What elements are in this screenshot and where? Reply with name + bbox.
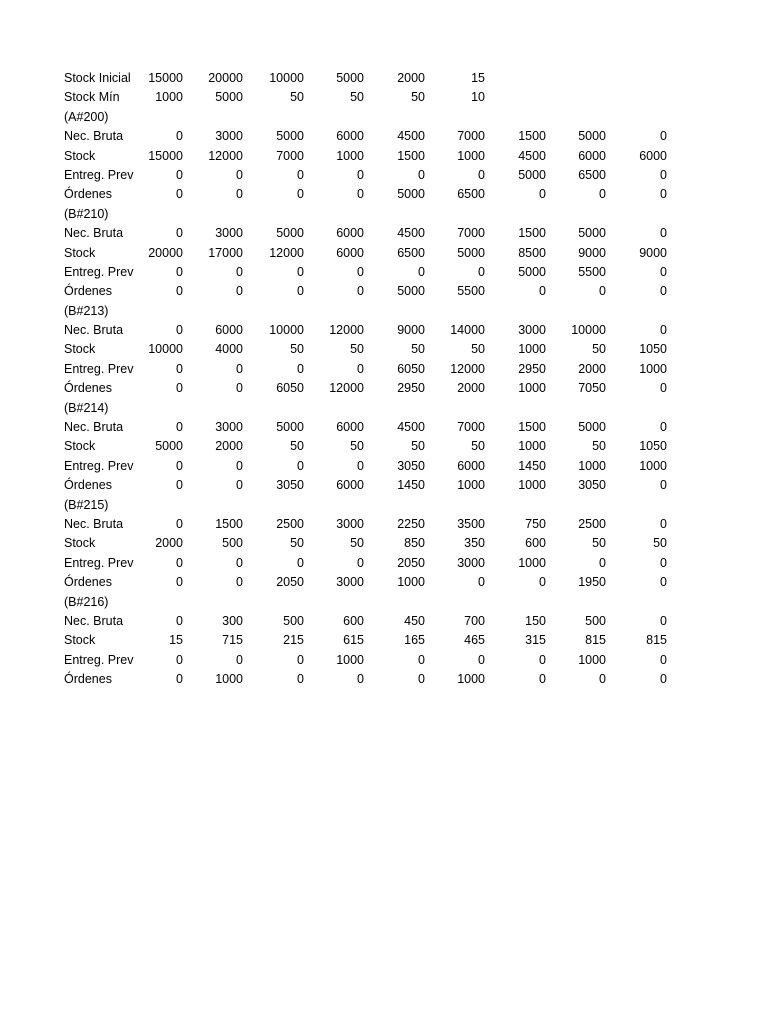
table-cell[interactable]: 1000 (215, 672, 243, 687)
table-cell[interactable]: 0 (357, 361, 364, 376)
table-cell[interactable]: 5000 (336, 71, 364, 85)
table-cell[interactable]: 4500 (397, 129, 425, 144)
table-cell[interactable]: 5000 (457, 245, 485, 260)
table-cell[interactable]: 1000 (155, 90, 183, 105)
row-label[interactable]: Stock Mín (64, 90, 120, 105)
table-cell[interactable]: 2000 (578, 361, 606, 376)
table-cell[interactable]: 615 (343, 633, 364, 648)
table-cell[interactable]: 7000 (457, 226, 485, 241)
table-cell[interactable]: 0 (660, 264, 667, 279)
table-row (64, 437, 670, 456)
row-label[interactable]: Stock (64, 148, 96, 163)
table-cell[interactable]: 50 (653, 536, 667, 551)
table-cell[interactable]: 1050 (639, 439, 667, 454)
table-row (64, 263, 670, 282)
row-label[interactable]: Stock (64, 536, 96, 551)
table-row (64, 399, 670, 418)
table-row (64, 554, 670, 573)
row-label[interactable]: Stock (64, 245, 96, 260)
table-cell[interactable]: 6050 (397, 361, 425, 376)
table-cell[interactable]: 6000 (639, 148, 667, 163)
table-cell[interactable]: 7000 (457, 420, 485, 435)
table-cell[interactable]: 0 (660, 555, 667, 570)
row-label[interactable]: Órdenes (64, 381, 112, 396)
table-cell[interactable]: 6000 (336, 245, 364, 260)
table-cell[interactable]: 750 (525, 516, 546, 531)
table-cell[interactable]: 6500 (578, 167, 606, 182)
table-cell[interactable]: 0 (478, 575, 485, 590)
table-cell[interactable]: 5000 (397, 284, 425, 299)
table-cell[interactable]: 1000 (639, 361, 667, 376)
table-cell[interactable]: 50 (350, 536, 364, 551)
row-label[interactable]: (B#213) (64, 303, 109, 318)
row-label[interactable]: (B#215) (64, 497, 109, 512)
table-row (64, 418, 670, 437)
table-cell[interactable]: 0 (418, 672, 425, 687)
table-cell[interactable]: 14000 (450, 323, 485, 338)
table-cell[interactable]: 1500 (518, 420, 546, 435)
table-cell[interactable]: 1000 (336, 652, 364, 667)
table-cell[interactable]: 5000 (397, 187, 425, 202)
table-cell[interactable]: 1000 (457, 478, 485, 493)
table-cell[interactable]: 1500 (518, 129, 546, 144)
table-cell[interactable]: 0 (297, 284, 304, 299)
table-cell[interactable]: 6000 (336, 129, 364, 144)
row-label[interactable]: Stock (64, 342, 96, 357)
table-cell[interactable]: 6000 (336, 226, 364, 241)
table-cell[interactable]: 0 (176, 672, 183, 687)
table-cell[interactable]: 0 (176, 187, 183, 202)
table-cell[interactable]: 0 (176, 381, 183, 396)
table-cell[interactable]: 50 (350, 90, 364, 105)
table-cell[interactable]: 0 (297, 264, 304, 279)
table-cell[interactable]: 0 (176, 613, 183, 628)
table-cell[interactable]: 10000 (269, 71, 304, 85)
table-cell[interactable]: 1000 (639, 458, 667, 473)
table-cell[interactable]: 0 (660, 613, 667, 628)
table-cell[interactable]: 0 (660, 167, 667, 182)
table-cell[interactable]: 2000 (397, 71, 425, 85)
row-label[interactable]: (B#216) (64, 594, 109, 609)
table-cell[interactable]: 500 (222, 536, 243, 551)
table-cell[interactable]: 0 (297, 458, 304, 473)
row-label[interactable]: Entreg. Prev (64, 361, 134, 376)
table-cell[interactable]: 0 (236, 458, 243, 473)
table-cell[interactable]: 3500 (457, 516, 485, 531)
row-label[interactable]: Nec. Bruta (64, 516, 124, 531)
table-cell[interactable]: 5000 (155, 439, 183, 454)
table-cell[interactable]: 5000 (518, 264, 546, 279)
table-cell[interactable]: 0 (660, 323, 667, 338)
row-label[interactable]: Órdenes (64, 478, 112, 493)
table-cell[interactable]: 4000 (215, 342, 243, 357)
table-cell[interactable]: 4500 (397, 226, 425, 241)
table-cell[interactable]: 600 (343, 613, 364, 628)
table-cell[interactable]: 0 (539, 284, 546, 299)
table-cell[interactable]: 0 (357, 555, 364, 570)
table-cell[interactable]: 0 (599, 187, 606, 202)
table-cell[interactable]: 15 (169, 633, 183, 648)
table-cell[interactable]: 3000 (215, 226, 243, 241)
table-cell[interactable]: 3050 (397, 458, 425, 473)
table-cell[interactable]: 0 (236, 361, 243, 376)
table-cell[interactable]: 1500 (215, 516, 243, 531)
table-cell[interactable]: 5500 (457, 284, 485, 299)
table-cell[interactable]: 0 (660, 381, 667, 396)
table-cell[interactable]: 0 (236, 187, 243, 202)
table-cell[interactable]: 8500 (518, 245, 546, 260)
table-row (64, 108, 670, 127)
table-cell[interactable]: 0 (297, 672, 304, 687)
table-row (64, 282, 670, 301)
table-cell[interactable]: 3000 (336, 516, 364, 531)
table-row (64, 631, 670, 650)
row-label[interactable]: Nec. Bruta (64, 323, 124, 338)
table-cell[interactable]: 3000 (457, 555, 485, 570)
table-row (64, 321, 670, 340)
table-cell[interactable]: 0 (660, 516, 667, 531)
table-row (64, 476, 670, 495)
table-cell[interactable]: 3050 (578, 478, 606, 493)
row-label[interactable]: Nec. Bruta (64, 613, 124, 628)
table-cell[interactable]: 850 (404, 536, 425, 551)
table-cell[interactable]: 2500 (578, 516, 606, 531)
table-cell[interactable]: 0 (539, 672, 546, 687)
table-cell[interactable]: 715 (222, 633, 243, 648)
table-row (64, 379, 670, 398)
table-row (64, 360, 670, 379)
table-cell[interactable]: 450 (404, 613, 425, 628)
table-cell[interactable]: 315 (525, 633, 546, 648)
table-cell[interactable]: 0 (357, 672, 364, 687)
table-cell[interactable]: 50 (290, 439, 304, 454)
table-cell[interactable]: 0 (236, 264, 243, 279)
table-cell[interactable]: 2000 (155, 536, 183, 551)
table-cell[interactable]: 215 (283, 633, 304, 648)
table-cell[interactable]: 0 (176, 167, 183, 182)
table-cell[interactable]: 0 (357, 167, 364, 182)
table-cell[interactable]: 2500 (276, 516, 304, 531)
table-cell[interactable]: 0 (539, 575, 546, 590)
row-label[interactable]: Stock (64, 439, 96, 454)
table-cell[interactable]: 1450 (518, 458, 546, 473)
table-cell[interactable]: 6500 (397, 245, 425, 260)
table-cell[interactable]: 1000 (336, 148, 364, 163)
table-cell[interactable]: 1000 (518, 342, 546, 357)
table-row (64, 651, 670, 670)
table-cell[interactable]: 1000 (518, 478, 546, 493)
table-cell[interactable]: 0 (357, 187, 364, 202)
table-cell[interactable]: 0 (176, 555, 183, 570)
spreadsheet-table (64, 69, 670, 690)
table-cell[interactable]: 1450 (397, 478, 425, 493)
row-label[interactable]: Nec. Bruta (64, 129, 124, 144)
table-cell[interactable]: 12000 (208, 148, 243, 163)
table-cell[interactable]: 0 (176, 361, 183, 376)
row-label[interactable]: (B#210) (64, 206, 109, 221)
table-cell[interactable]: 10000 (269, 323, 304, 338)
table-cell[interactable]: 5000 (276, 129, 304, 144)
table-cell[interactable]: 2000 (215, 439, 243, 454)
table-cell[interactable]: 50 (592, 536, 606, 551)
table-cell[interactable]: 0 (236, 167, 243, 182)
row-label[interactable]: Órdenes (64, 187, 112, 202)
table-cell[interactable]: 3000 (215, 420, 243, 435)
table-row (64, 127, 670, 146)
row-label[interactable]: (B#214) (64, 400, 109, 415)
table-cell[interactable]: 9000 (639, 245, 667, 260)
table-cell[interactable]: 3000 (518, 323, 546, 338)
table-cell[interactable]: 0 (176, 652, 183, 667)
table-cell[interactable]: 500 (283, 613, 304, 628)
row-label[interactable]: (A#200) (64, 109, 109, 124)
table-row (64, 302, 670, 321)
table-cell[interactable]: 0 (176, 458, 183, 473)
table-cell[interactable]: 4500 (518, 148, 546, 163)
table-row (64, 457, 670, 476)
table-cell[interactable]: 0 (357, 284, 364, 299)
table-cell[interactable]: 0 (660, 129, 667, 144)
table-row (64, 340, 670, 359)
table-cell[interactable]: 2050 (276, 575, 304, 590)
table-cell[interactable]: 0 (660, 284, 667, 299)
row-label[interactable]: Stock (64, 633, 96, 648)
table-cell[interactable]: 6000 (215, 323, 243, 338)
table-cell[interactable]: 0 (660, 672, 667, 687)
table-cell[interactable]: 350 (464, 536, 485, 551)
table-cell[interactable]: 0 (660, 478, 667, 493)
table-cell[interactable]: 50 (290, 342, 304, 357)
table-cell[interactable]: 600 (525, 536, 546, 551)
table-cell[interactable]: 165 (404, 633, 425, 648)
table-cell[interactable]: 0 (176, 420, 183, 435)
table-cell[interactable]: 0 (478, 167, 485, 182)
table-cell[interactable]: 0 (176, 226, 183, 241)
table-cell[interactable]: 50 (471, 439, 485, 454)
table-cell[interactable]: 50 (592, 439, 606, 454)
row-label[interactable]: Nec. Bruta (64, 420, 124, 435)
table-cell[interactable]: 6500 (457, 187, 485, 202)
table-cell[interactable]: 12000 (269, 245, 304, 260)
table-row (64, 670, 670, 689)
table-cell[interactable]: 6000 (578, 148, 606, 163)
table-cell[interactable]: 12000 (450, 361, 485, 376)
table-cell[interactable]: 1000 (518, 439, 546, 454)
table-cell[interactable]: 2000 (457, 381, 485, 396)
table-cell[interactable]: 0 (478, 652, 485, 667)
table-cell[interactable]: 0 (236, 478, 243, 493)
table-cell[interactable]: 0 (236, 555, 243, 570)
row-label[interactable]: Órdenes (64, 284, 112, 299)
table-cell[interactable]: 17000 (208, 245, 243, 260)
table-cell[interactable]: 9000 (578, 245, 606, 260)
row-label[interactable]: Entreg. Prev (64, 458, 134, 473)
table-row (64, 534, 670, 553)
table-cell[interactable]: 0 (418, 167, 425, 182)
table-cell[interactable]: 10 (471, 90, 485, 105)
table-cell[interactable]: 2050 (397, 555, 425, 570)
table-cell[interactable]: 15000 (148, 148, 183, 163)
table-row (64, 166, 670, 185)
table-cell[interactable]: 50 (290, 536, 304, 551)
row-label[interactable]: Entreg. Prev (64, 167, 134, 182)
table-cell[interactable]: 2250 (397, 516, 425, 531)
table-cell[interactable]: 0 (660, 187, 667, 202)
table-cell[interactable]: 0 (539, 187, 546, 202)
table-row (64, 573, 670, 592)
table-cell[interactable]: 0 (176, 323, 183, 338)
table-cell[interactable]: 50 (411, 342, 425, 357)
table-cell[interactable]: 20000 (148, 245, 183, 260)
table-cell[interactable]: 15 (471, 71, 485, 85)
table-cell[interactable]: 50 (592, 342, 606, 357)
table-cell[interactable]: 6050 (276, 381, 304, 396)
table-row (64, 593, 670, 612)
table-cell[interactable]: 0 (297, 187, 304, 202)
table-cell[interactable]: 0 (236, 381, 243, 396)
table-cell[interactable]: 2950 (397, 381, 425, 396)
row-label[interactable]: Órdenes (64, 575, 112, 590)
table-cell[interactable]: 0 (599, 284, 606, 299)
table-cell[interactable]: 1500 (518, 226, 546, 241)
table-cell[interactable]: 5000 (518, 167, 546, 182)
table-cell[interactable]: 300 (222, 613, 243, 628)
table-row (64, 612, 670, 631)
table-cell[interactable]: 0 (297, 361, 304, 376)
table-cell[interactable]: 3000 (336, 575, 364, 590)
table-cell[interactable]: 5000 (578, 129, 606, 144)
table-cell[interactable]: 0 (660, 652, 667, 667)
table-cell[interactable]: 15000 (148, 71, 183, 85)
table-cell[interactable]: 0 (599, 555, 606, 570)
table-cell[interactable]: 0 (176, 284, 183, 299)
table-cell[interactable]: 500 (585, 613, 606, 628)
table-row (64, 88, 670, 107)
row-label[interactable]: Entreg. Prev (64, 264, 134, 279)
table-cell[interactable]: 0 (418, 264, 425, 279)
table-cell[interactable]: 0 (236, 284, 243, 299)
table-cell[interactable]: 815 (646, 633, 667, 648)
table-cell[interactable]: 10000 (571, 323, 606, 338)
table-cell[interactable]: 20000 (208, 71, 243, 85)
row-label[interactable]: Órdenes (64, 672, 112, 687)
table-cell[interactable]: 1000 (397, 575, 425, 590)
table-cell[interactable]: 0 (478, 264, 485, 279)
row-label[interactable]: Entreg. Prev (64, 555, 134, 570)
table-cell[interactable]: 1950 (578, 575, 606, 590)
table-row (64, 496, 670, 515)
table-cell[interactable]: 5000 (578, 420, 606, 435)
table-cell[interactable]: 6000 (336, 420, 364, 435)
table-row (64, 205, 670, 224)
table-cell[interactable]: 0 (660, 420, 667, 435)
table-row (64, 147, 670, 166)
table-cell[interactable]: 5000 (578, 226, 606, 241)
row-label[interactable]: Entreg. Prev (64, 652, 134, 667)
table-cell[interactable]: 1000 (457, 148, 485, 163)
table-cell[interactable]: 12000 (329, 323, 364, 338)
table-cell[interactable]: 0 (176, 129, 183, 144)
table-cell[interactable]: 0 (176, 478, 183, 493)
table-cell[interactable]: 465 (464, 633, 485, 648)
table-cell[interactable]: 0 (539, 652, 546, 667)
table-row (64, 244, 670, 263)
table-cell[interactable]: 0 (357, 264, 364, 279)
table-cell[interactable]: 7000 (457, 129, 485, 144)
table-cell[interactable]: 0 (236, 575, 243, 590)
table-cell[interactable]: 50 (350, 439, 364, 454)
table-cell[interactable]: 50 (350, 342, 364, 357)
table-cell[interactable]: 0 (660, 575, 667, 590)
table-cell[interactable]: 1500 (397, 148, 425, 163)
table-cell[interactable]: 0 (297, 167, 304, 182)
table-cell[interactable]: 5500 (578, 264, 606, 279)
table-cell[interactable]: 3050 (276, 478, 304, 493)
table-row (64, 224, 670, 243)
table-cell[interactable]: 12000 (329, 381, 364, 396)
table-cell[interactable]: 3000 (215, 129, 243, 144)
table-cell[interactable]: 0 (357, 458, 364, 473)
table-cell[interactable]: 0 (297, 555, 304, 570)
table-cell[interactable]: 1000 (518, 381, 546, 396)
table-cell[interactable]: 0 (176, 575, 183, 590)
table-cell[interactable]: 5000 (276, 226, 304, 241)
table-cell[interactable]: 50 (411, 439, 425, 454)
table-row (64, 185, 670, 204)
table-cell[interactable]: 5000 (215, 90, 243, 105)
table-row (64, 515, 670, 534)
table-cell[interactable]: 10000 (148, 342, 183, 357)
table-cell[interactable]: 1000 (518, 555, 546, 570)
row-label[interactable]: Nec. Bruta (64, 226, 124, 241)
table-cell[interactable]: 1000 (457, 672, 485, 687)
table-cell[interactable]: 0 (297, 652, 304, 667)
table-cell[interactable]: 50 (411, 90, 425, 105)
row-label[interactable]: Stock Inicial (64, 71, 131, 85)
table-cell[interactable]: 150 (525, 613, 546, 628)
table-cell[interactable]: 2950 (518, 361, 546, 376)
table-cell[interactable]: 0 (176, 264, 183, 279)
table-cell[interactable]: 1050 (639, 342, 667, 357)
table-cell[interactable]: 50 (290, 90, 304, 105)
table-cell[interactable]: 7050 (578, 381, 606, 396)
table-cell[interactable]: 0 (599, 672, 606, 687)
table-cell[interactable]: 6000 (457, 458, 485, 473)
table-cell[interactable]: 1000 (578, 652, 606, 667)
table-cell[interactable]: 5000 (276, 420, 304, 435)
table-cell[interactable]: 0 (660, 226, 667, 241)
table-cell[interactable]: 0 (176, 516, 183, 531)
table-row (64, 69, 670, 88)
table-cell[interactable]: 4500 (397, 420, 425, 435)
table-cell[interactable]: 9000 (397, 323, 425, 338)
table-cell[interactable]: 815 (585, 633, 606, 648)
table-cell[interactable]: 0 (236, 652, 243, 667)
table-cell[interactable]: 1000 (578, 458, 606, 473)
table-cell[interactable]: 7000 (276, 148, 304, 163)
table-cell[interactable]: 6000 (336, 478, 364, 493)
table-cell[interactable]: 50 (471, 342, 485, 357)
table-cell[interactable]: 700 (464, 613, 485, 628)
table-cell[interactable]: 0 (418, 652, 425, 667)
